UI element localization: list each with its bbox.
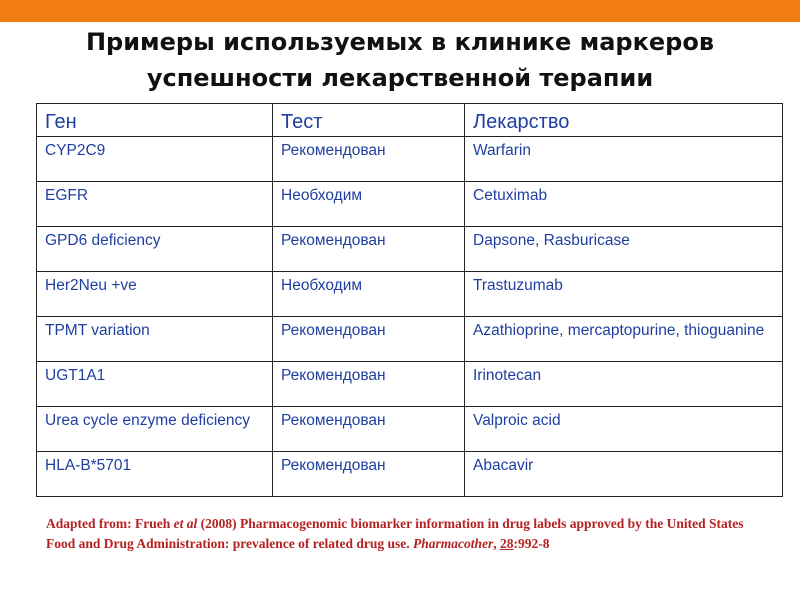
cell-test: Рекомендован bbox=[273, 227, 465, 272]
top-accent-bar bbox=[0, 0, 800, 22]
cell-drug: Dapsone, Rasburicase bbox=[465, 227, 783, 272]
cell-drug: Warfarin bbox=[465, 137, 783, 182]
cell-gene: Urea cycle enzyme deficiency bbox=[37, 407, 273, 452]
cell-test: Рекомендован bbox=[273, 452, 465, 497]
cell-test: Рекомендован bbox=[273, 137, 465, 182]
table-header-row bbox=[37, 104, 783, 137]
title-line-1: Примеры используемых в клинике маркеров bbox=[85, 28, 715, 56]
citation-separator: , bbox=[493, 536, 501, 551]
citation-part-2: (2008) Pharmacogenomic biomarker information in drug labels approved by the United States Food and Drug Administration: prevalence of related drug use. bbox=[46, 516, 744, 551]
header-gene: Ген bbox=[37, 104, 273, 137]
table-row bbox=[37, 182, 783, 227]
cell-gene: HLA-B*5701 bbox=[37, 452, 273, 497]
cell-test: Необходим bbox=[273, 182, 465, 227]
cell-gene: CYP2C9 bbox=[37, 137, 273, 182]
cell-drug: Azathioprine, mercaptopurine, thioguanine bbox=[465, 317, 783, 362]
citation-volume: 28 bbox=[500, 536, 514, 551]
table-row bbox=[37, 362, 783, 407]
cell-gene: EGFR bbox=[37, 182, 273, 227]
citation-pages: :992-8 bbox=[513, 536, 550, 551]
citation-journal: Pharmacother bbox=[413, 536, 494, 551]
citation-part-1: Adapted from: Frueh bbox=[46, 516, 174, 531]
cell-drug: Irinotecan bbox=[465, 362, 783, 407]
slide-title bbox=[0, 24, 800, 96]
cell-drug: Abacavir bbox=[465, 452, 783, 497]
table-row bbox=[37, 272, 783, 317]
cell-test: Рекомендован bbox=[273, 407, 465, 452]
cell-gene: TPMT variation bbox=[37, 317, 273, 362]
cell-drug: Trastuzumab bbox=[465, 272, 783, 317]
table-row bbox=[37, 227, 783, 272]
table-row bbox=[37, 317, 783, 362]
table-row bbox=[37, 452, 783, 497]
cell-drug: Valproic acid bbox=[465, 407, 783, 452]
citation-text bbox=[46, 514, 776, 554]
cell-gene: GPD6 deficiency bbox=[37, 227, 273, 272]
cell-test: Рекомендован bbox=[273, 362, 465, 407]
cell-test: Рекомендован bbox=[273, 317, 465, 362]
header-test: Тест bbox=[273, 104, 465, 137]
cell-drug: Cetuximab bbox=[465, 182, 783, 227]
cell-test: Необходим bbox=[273, 272, 465, 317]
table-row bbox=[37, 137, 783, 182]
header-drug: Лекарство bbox=[465, 104, 783, 137]
table-row bbox=[37, 407, 783, 452]
markers-table bbox=[36, 103, 783, 497]
cell-gene: Her2Neu +ve bbox=[37, 272, 273, 317]
citation-et-al: et al bbox=[173, 516, 198, 531]
cell-gene: UGT1A1 bbox=[37, 362, 273, 407]
title-line-2: успешности лекарственной терапии bbox=[146, 64, 654, 92]
